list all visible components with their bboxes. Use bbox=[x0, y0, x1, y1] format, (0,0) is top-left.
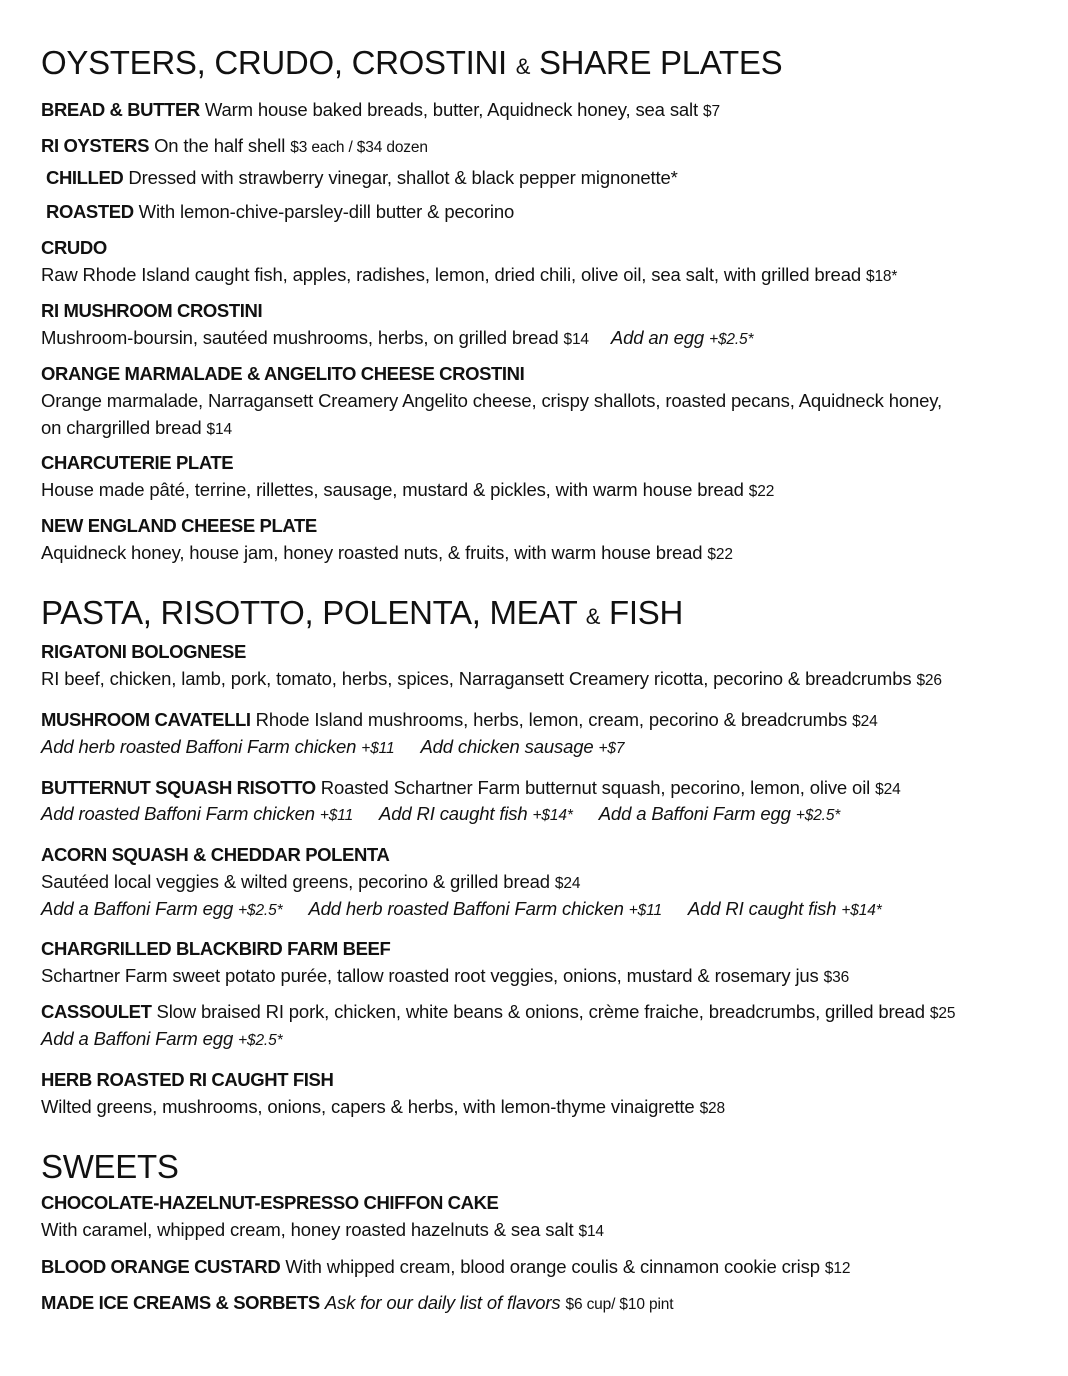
menu-item-ice-creams: MADE ICE CREAMS & SORBETS Ask for our daily list of flavors $6 cup/ $10 pint bbox=[41, 1292, 674, 1313]
menu-item-beef-desc: Schartner Farm sweet potato purée, tallow roasted root veggies, onions, mustard & rosemary jus $36 bbox=[41, 965, 850, 986]
menu-item-marmalade-name: ORANGE MARMALADE & ANGELITO CHEESE CROSTINI bbox=[41, 363, 525, 384]
section-title-share-plates: OYSTERS, CRUDO, CROSTINI & SHARE PLATES bbox=[41, 44, 783, 81]
menu-item-cassoulet-addon: Add a Baffoni Farm egg +$2.5* bbox=[41, 1028, 283, 1049]
menu-item-marmalade-desc: Orange marmalade, Narragansett Creamery Angelito cheese, crispy shallots, roasted pecans, Aquidneck honey, bbox=[41, 390, 943, 411]
menu-item-bread-butter: BREAD & BUTTER Warm house baked breads, butter, Aquidneck honey, sea salt $7 bbox=[41, 99, 720, 120]
menu-item-risotto: BUTTERNUT SQUASH RISOTTO Roasted Schartner Farm butternut squash, pecorino, lemon, olive oil $24 bbox=[41, 777, 901, 798]
menu-item-crudo-desc: Raw Rhode Island caught fish, apples, radishes, lemon, dried chili, olive oil, sea salt, with grilled bread $18* bbox=[41, 264, 898, 285]
menu-item-fish-name: HERB ROASTED RI CAUGHT FISH bbox=[41, 1069, 334, 1090]
menu-item-cavatelli-addons: Add herb roasted Baffoni Farm chicken +$11 Add chicken sausage +$7 bbox=[41, 736, 625, 757]
menu-item-crudo-name: CRUDO bbox=[41, 237, 107, 258]
menu-item-mushroom-crostini-desc: Mushroom-boursin, sautéed mushrooms, herbs, on grilled bread $14 Add an egg +$2.5* bbox=[41, 327, 754, 348]
section-title-mains: PASTA, RISOTTO, POLENTA, MEAT & FISH bbox=[41, 594, 683, 631]
menu-item-chiffon-name: CHOCOLATE-HAZELNUT-ESPRESSO CHIFFON CAKE bbox=[41, 1192, 499, 1213]
menu-item-charcuterie-name: CHARCUTERIE PLATE bbox=[41, 452, 234, 473]
menu-item-cavatelli: MUSHROOM CAVATELLI Rhode Island mushrooms, herbs, lemon, cream, pecorino & breadcrumbs $24 bbox=[41, 709, 878, 730]
menu-subitem-roasted: ROASTED With lemon-chive-parsley-dill butter & pecorino bbox=[46, 201, 515, 222]
menu-item-charcuterie-desc: House made pâté, terrine, rillettes, sausage, mustard & pickles, with warm house bread $22 bbox=[41, 479, 775, 500]
menu-item-polenta-desc: Sautéed local veggies & wilted greens, pecorino & grilled bread $24 bbox=[41, 871, 581, 892]
menu-item-chiffon-desc: With caramel, whipped cream, honey roasted hazelnuts & sea salt $14 bbox=[41, 1219, 604, 1240]
menu-item-marmalade-desc-cont: on chargrilled bread $14 bbox=[41, 417, 232, 438]
menu-item-mushroom-crostini-name: RI MUSHROOM CROSTINI bbox=[41, 300, 263, 321]
menu-item-rigatoni-name: RIGATONI BOLOGNESE bbox=[41, 641, 246, 662]
section-title-sweets: SWEETS bbox=[41, 1148, 179, 1185]
menu-item-ri-oysters: RI OYSTERS On the half shell $3 each / $34 dozen bbox=[41, 135, 428, 156]
menu-item-cassoulet: CASSOULET Slow braised RI pork, chicken, white beans & onions, crème fraiche, breadcrumbs, grilled bread $25 bbox=[41, 1001, 956, 1022]
menu-item-rigatoni-desc: RI beef, chicken, lamb, pork, tomato, herbs, spices, Narragansett Creamery ricotta, pecorino & breadcrumbs $26 bbox=[41, 668, 942, 689]
menu-item-cheese-plate-name: NEW ENGLAND CHEESE PLATE bbox=[41, 515, 317, 536]
menu-item-cheese-plate-desc: Aquidneck honey, house jam, honey roasted nuts, & fruits, with warm house bread $22 bbox=[41, 542, 733, 563]
menu-item-custard: BLOOD ORANGE CUSTARD With whipped cream, blood orange coulis & cinnamon cookie crisp $12 bbox=[41, 1256, 851, 1277]
menu-item-polenta-name: ACORN SQUASH & CHEDDAR POLENTA bbox=[41, 844, 390, 865]
menu-item-fish-desc: Wilted greens, mushrooms, onions, capers & herbs, with lemon-thyme vinaigrette $28 bbox=[41, 1096, 725, 1117]
menu-item-risotto-addons: Add roasted Baffoni Farm chicken +$11 Add RI caught fish +$14* Add a Baffoni Farm egg +$2.5* bbox=[41, 803, 841, 824]
menu-subitem-chilled: CHILLED Dressed with strawberry vinegar, shallot & black pepper mignonette* bbox=[46, 167, 678, 188]
menu-item-beef-name: CHARGRILLED BLACKBIRD FARM BEEF bbox=[41, 938, 391, 959]
menu-item-polenta-addons: Add a Baffoni Farm egg +$2.5* Add herb roasted Baffoni Farm chicken +$11 Add RI caught fish +$14* bbox=[41, 898, 882, 919]
